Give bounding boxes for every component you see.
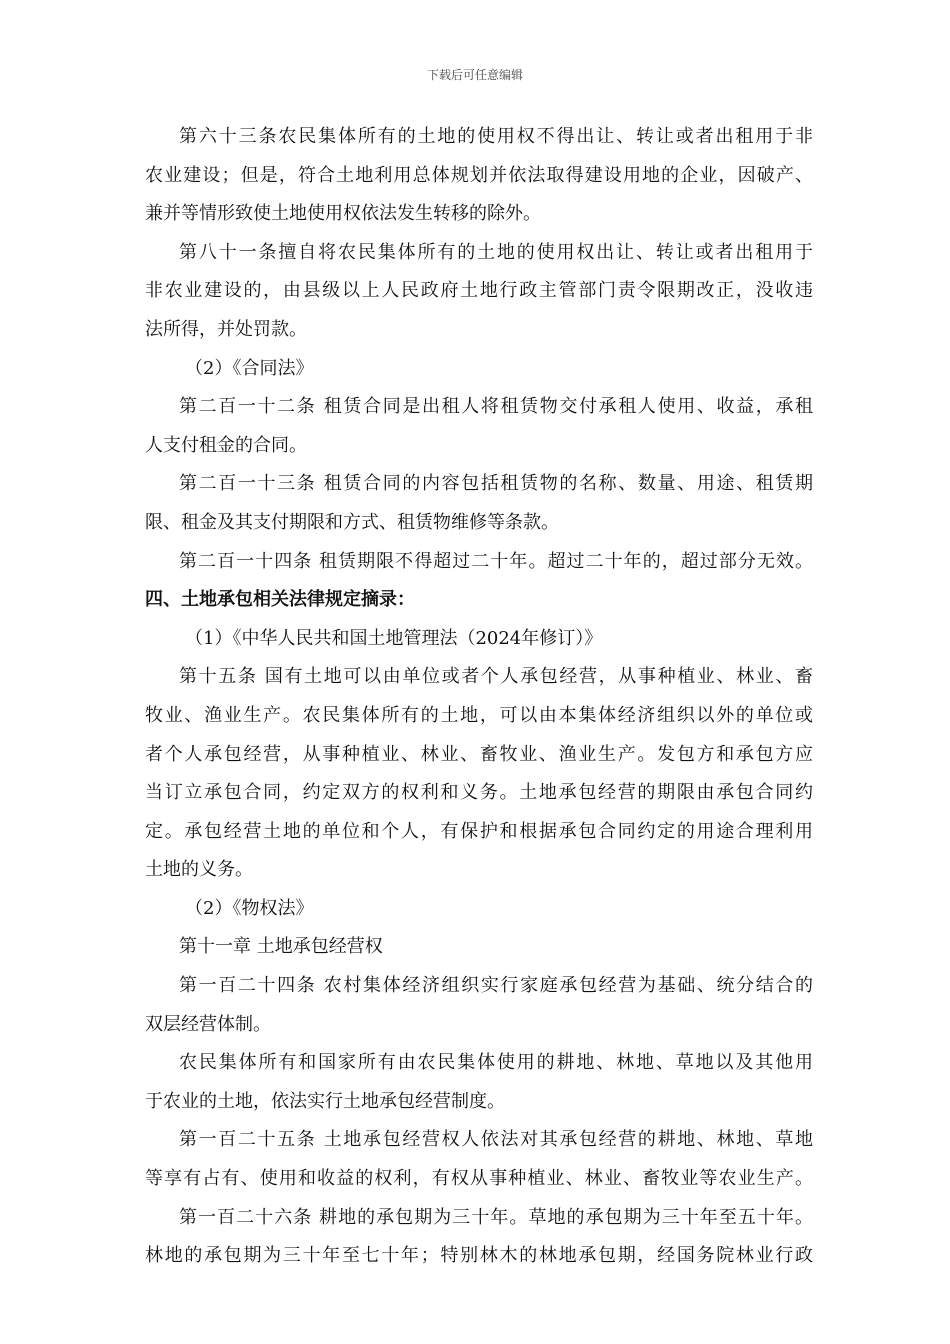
paragraph-line: 等享有占有、使用和收益的权利，有权从事种植业、林业、畜牧业等农业生产。 xyxy=(145,1168,813,1190)
paragraph-line: 农业建设；但是，符合土地利用总体规划并依法取得建设用地的企业，因破产、 xyxy=(145,164,813,186)
paragraph-line: 非农业建设的，由县级以上人民政府土地行政主管部门责令限期改正，没收违 xyxy=(145,280,813,302)
paragraph-line: 第六十三条农民集体所有的土地的使用权不得出让、转让或者出租用于非 xyxy=(179,126,813,147)
paragraph-line: 双层经营体制。 xyxy=(145,1013,271,1035)
paragraph-line: 人支付租金的合同。 xyxy=(145,434,307,456)
chapter-title: 第十一章 土地承包经营权 xyxy=(179,936,383,958)
paragraph-line: 当订立承包合同，约定双方的权利和义务。土地承包经营的期限由承包合同约 xyxy=(145,782,813,804)
paragraph-line: 第二百一十二条 租赁合同是出租人将租赁物交付承租人使用、收益，承租 xyxy=(179,396,813,418)
paragraph-line: 兼并等情形致使土地使用权依法发生转移的除外。 xyxy=(145,203,541,225)
paragraph-line: 第十五条 国有土地可以由单位或者个人承包经营，从事种植业、林业、畜 xyxy=(179,666,813,688)
paragraph-line: 法所得，并处罚款。 xyxy=(145,318,307,340)
section-subheading: （1）《中华人民共和国土地管理法（2024年修订）》 xyxy=(185,627,603,649)
document-body xyxy=(145,118,813,1276)
paragraph-line: 第一百二十六条 耕地的承包期为三十年。草地的承包期为三十年至五十年。 xyxy=(179,1206,813,1228)
paragraph-line: 土地的义务。 xyxy=(145,859,253,881)
paragraph-line: 者个人承包经营，从事种植业、林业、畜牧业、渔业生产。发包方和承包方应 xyxy=(145,743,813,765)
paragraph-line: 第一百二十四条 农村集体经济组织实行家庭承包经营为基础、统分结合的 xyxy=(179,975,813,997)
paragraph-line: 林地的承包期为三十年至七十年；特别林木的林地承包期，经国务院林业行政 xyxy=(145,1245,813,1267)
section-subheading: （2）《物权法》 xyxy=(185,897,314,919)
paragraph-line: 第二百一十四条 租赁期限不得超过二十年。超过二十年的，超过部分无效。 xyxy=(179,550,813,572)
paragraph-line: 定。承包经营土地的单位和个人，有保护和根据承包合同约定的用途合理利用 xyxy=(145,820,813,842)
paragraph-line: 第一百二十五条 土地承包经营权人依法对其承包经营的耕地、林地、草地 xyxy=(179,1129,813,1151)
paragraph-line: 限、租金及其支付期限和方式、租赁物维修等条款。 xyxy=(145,511,559,533)
paragraph-line: 第二百一十三条 租赁合同的内容包括租赁物的名称、数量、用途、租赁期 xyxy=(179,473,813,495)
paragraph-line: 第八十一条擅自将农民集体所有的土地的使用权出让、转让或者出租用于 xyxy=(179,241,813,263)
section-subheading: （2）《合同法》 xyxy=(185,357,314,379)
page-header: 下载后可任意编辑 xyxy=(426,68,523,82)
paragraph-line: 牧业、渔业生产。农民集体所有的土地，可以由本集体经济组织以外的单位或 xyxy=(145,704,813,726)
section-heading: 四、土地承包相关法律规定摘录： xyxy=(145,589,415,611)
paragraph-line: 于农业的土地，依法实行土地承包经营制度。 xyxy=(145,1090,505,1112)
paragraph-line: 农民集体所有和国家所有由农民集体使用的耕地、林地、草地以及其他用 xyxy=(179,1052,813,1074)
